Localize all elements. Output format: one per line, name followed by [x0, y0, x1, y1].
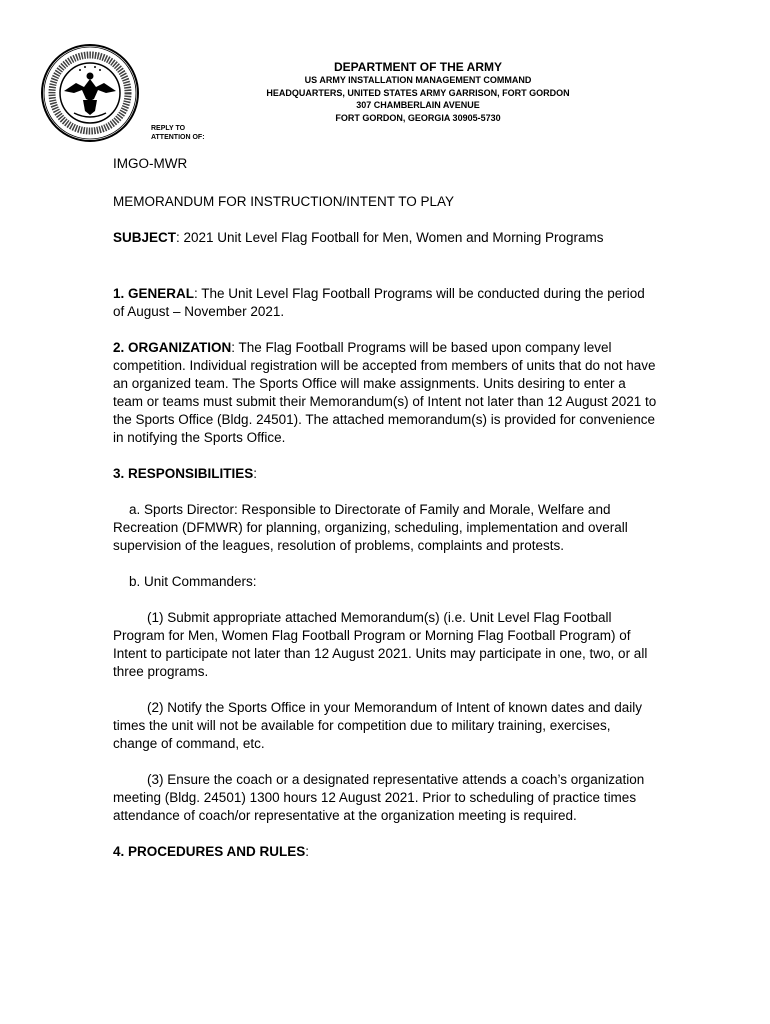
organization-paragraph: 2. ORGANIZATION: The Flag Football Programs will be based upon company level competition. Individual registration will be accepted from members of units that do not have an organized team. The Sports Office will make assignments. Units desiring to enter a team or teams must submit their Memorandum(s) of Intent not later than 12 August 2021 to the Sports Office (Bldg. 24501). The attached memorandum(s) is provided for convenience in notifying the Sports Office.	[113, 340, 657, 445]
organization-label: 2. ORGANIZATION	[113, 340, 232, 355]
list-item: (1) Submit appropriate attached Memorandum(s) (i.e. Unit Level Flag Football Program for Men, Women Flag Football Program or Morning Flag Football Program) of Intent to participate not later than 12 August 2021. Units may participate in one, two, or all three programs.	[113, 610, 648, 679]
headquarters-name: HEADQUARTERS, UNITED STATES ARMY GARRISON, FORT GORDON	[266, 87, 570, 98]
subject-line	[113, 229, 658, 247]
street-address: 307 CHAMBERLAIN AVENUE	[356, 100, 480, 110]
procedures-heading: 4. PROCEDURES AND RULES:	[113, 844, 310, 859]
memo-body	[113, 155, 658, 879]
sports-director-paragraph: a. Sports Director: Responsible to Directorate of Family and Morale, Welfare and Recreation (DFMWR) for planning, organizing, scheduling, implementation and overall supervision of the leagues, resolution of problems, complaints and protests.	[113, 502, 628, 553]
city-address: FORT GORDON, GEORGIA 30905-5730	[335, 112, 501, 123]
memo-for-line: MEMORANDUM FOR INSTRUCTION/INTENT TO PLAY	[113, 194, 455, 209]
command-name: US ARMY INSTALLATION MANAGEMENT COMMAND	[304, 75, 532, 85]
subject-label: SUBJECT	[113, 230, 177, 245]
general-paragraph: 1. GENERAL: The Unit Level Flag Football Programs will be conducted during the period of August – November 2021.	[113, 286, 645, 319]
dod-seal-icon	[40, 43, 140, 143]
responsibilities-heading: 3. RESPONSIBILITIES:	[113, 466, 258, 481]
subject-text: : 2021 Unit Level Flag Football for Men, Women and Morning Programs	[176, 230, 604, 245]
office-symbol: IMGO-MWR	[113, 156, 188, 171]
letterhead	[220, 60, 616, 124]
list-item: (2) Notify the Sports Office in your Memorandum of Intent of known dates and daily times the unit will not be available for competition due to military training, exercises, change of command, etc.	[113, 700, 642, 751]
general-label: 1. GENERAL	[113, 286, 195, 301]
list-item: (3) Ensure the coach or a designated representative attends a coach’s organization meeting (Bldg. 24501) 1300 hours 12 August 2021. Prior to scheduling of practice times attendance of coach/or representative at the organization meeting is required.	[113, 772, 645, 823]
unit-commanders-heading: b. Unit Commanders:	[129, 574, 257, 589]
reply-to-label: REPLY TO ATTENTION OF:	[151, 125, 205, 141]
department-name: DEPARTMENT OF THE ARMY	[334, 60, 502, 74]
